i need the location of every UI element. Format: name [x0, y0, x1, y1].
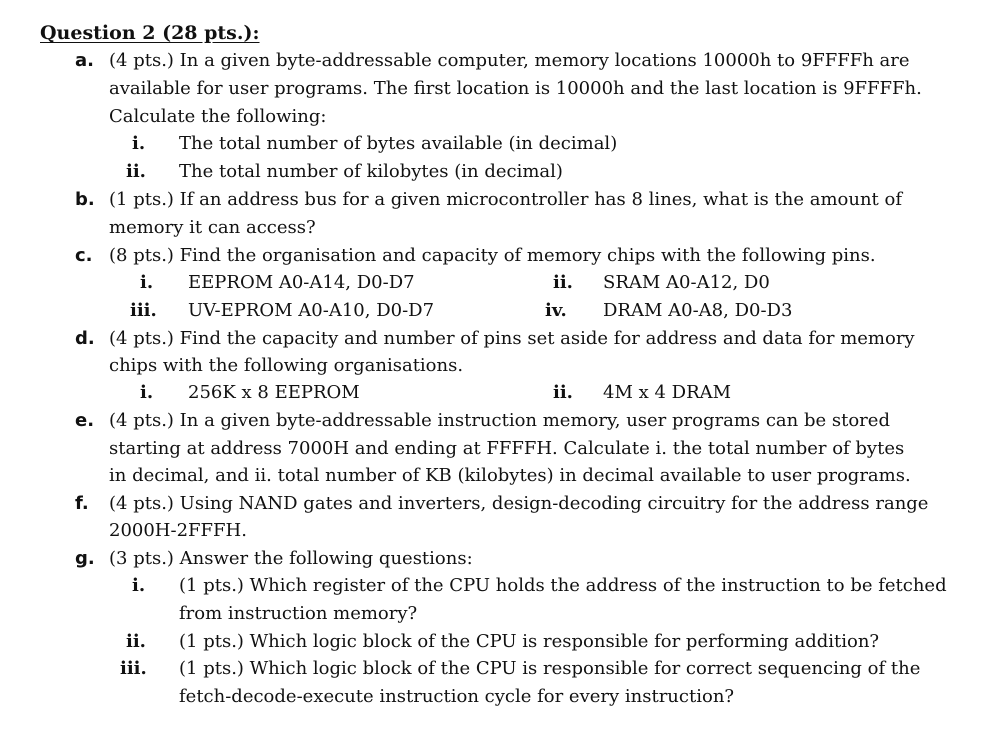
- part-d-label: d.: [75, 328, 95, 349]
- part-a-item-ii-label: ii.: [126, 161, 146, 182]
- part-g-label: g.: [75, 548, 95, 569]
- part-c-item-iv-text: DRAM A0-A8, D0-D3: [603, 300, 793, 321]
- part-a-item-i-text: The total number of bytes available (in decimal): [179, 133, 618, 154]
- part-c-item-iii-label: iii.: [130, 300, 157, 321]
- part-g-item-iii-line1: (1 pts.) Which logic block of the CPU is responsible for correct sequencing of the: [179, 658, 921, 679]
- part-d-item-ii-label: ii.: [553, 382, 573, 403]
- part-c-item-iii-text: UV-EPROM A0-A10, D0-D7: [188, 300, 435, 321]
- part-a-line3: Calculate the following:: [109, 106, 327, 127]
- part-c-line1: (8 pts.) Find the organisation and capacity of memory chips with the following pins.: [109, 245, 876, 266]
- part-g-item-i-line1: (1 pts.) Which register of the CPU holds the address of the instruction to be fetched: [179, 575, 947, 596]
- part-c-item-ii-text: SRAM A0-A12, D0: [603, 272, 770, 293]
- part-b-label: b.: [75, 189, 95, 210]
- part-a-item-i-label: i.: [132, 133, 146, 154]
- part-d-item-i-text: 256K x 8 EEPROM: [188, 382, 360, 403]
- part-d-item-ii-text: 4M x 4 DRAM: [603, 382, 732, 403]
- part-c-item-i-text: EEPROM A0-A14, D0-D7: [188, 272, 415, 293]
- part-c-item-i-label: i.: [140, 272, 154, 293]
- part-a-label: a.: [75, 50, 94, 71]
- part-g-item-ii-label: ii.: [126, 631, 146, 652]
- part-d-line2: chips with the following organisations.: [109, 355, 464, 376]
- part-d-item-i-label: i.: [140, 382, 154, 403]
- part-e-line1: (4 pts.) In a given byte-addressable instruction memory, user programs can be stored: [109, 410, 890, 431]
- part-b-line2: memory it can access?: [109, 217, 316, 238]
- part-b-line1: (1 pts.) If an address bus for a given microcontroller has 8 lines, what is the amount of: [109, 189, 902, 210]
- part-c-item-ii-label: ii.: [553, 272, 573, 293]
- part-c-item-iv-label: iv.: [545, 300, 567, 321]
- part-c-label: c.: [75, 245, 93, 266]
- part-g-item-i-line2: from instruction memory?: [179, 603, 418, 624]
- part-e-label: e.: [75, 410, 95, 431]
- part-f-line1: (4 pts.) Using NAND gates and inverters, design-decoding circuitry for the address range: [109, 493, 929, 514]
- part-a-line2: available for user programs. The first location is 10000h and the last location is 9FFFFh.: [109, 78, 922, 99]
- part-g-line1: (3 pts.) Answer the following questions:: [109, 548, 473, 569]
- part-g-item-iii-line2: fetch-decode-execute instruction cycle for every instruction?: [179, 686, 735, 707]
- part-e-line3: in decimal, and ii. total number of KB (kilobytes) in decimal available to user programs.: [109, 465, 911, 486]
- part-f-label: f.: [75, 493, 89, 514]
- part-d-line1: (4 pts.) Find the capacity and number of pins set aside for address and data for memory: [109, 328, 915, 349]
- part-g-item-i-label: i.: [132, 575, 146, 596]
- part-f-line2: 2000H-2FFFH.: [109, 520, 247, 541]
- part-e-line2: starting at address 7000H and ending at FFFFH. Calculate i. the total number of bytes: [109, 438, 905, 459]
- part-g-item-ii-line1: (1 pts.) Which logic block of the CPU is responsible for performing addition?: [179, 631, 880, 652]
- part-g-item-iii-label: iii.: [120, 658, 147, 679]
- part-a-line1: (4 pts.) In a given byte-addressable computer, memory locations 10000h to 9FFFFh are: [109, 50, 910, 71]
- part-a-item-ii-text: The total number of kilobytes (in decimal): [179, 161, 563, 182]
- question-title: Question 2 (28 pts.):: [40, 22, 260, 44]
